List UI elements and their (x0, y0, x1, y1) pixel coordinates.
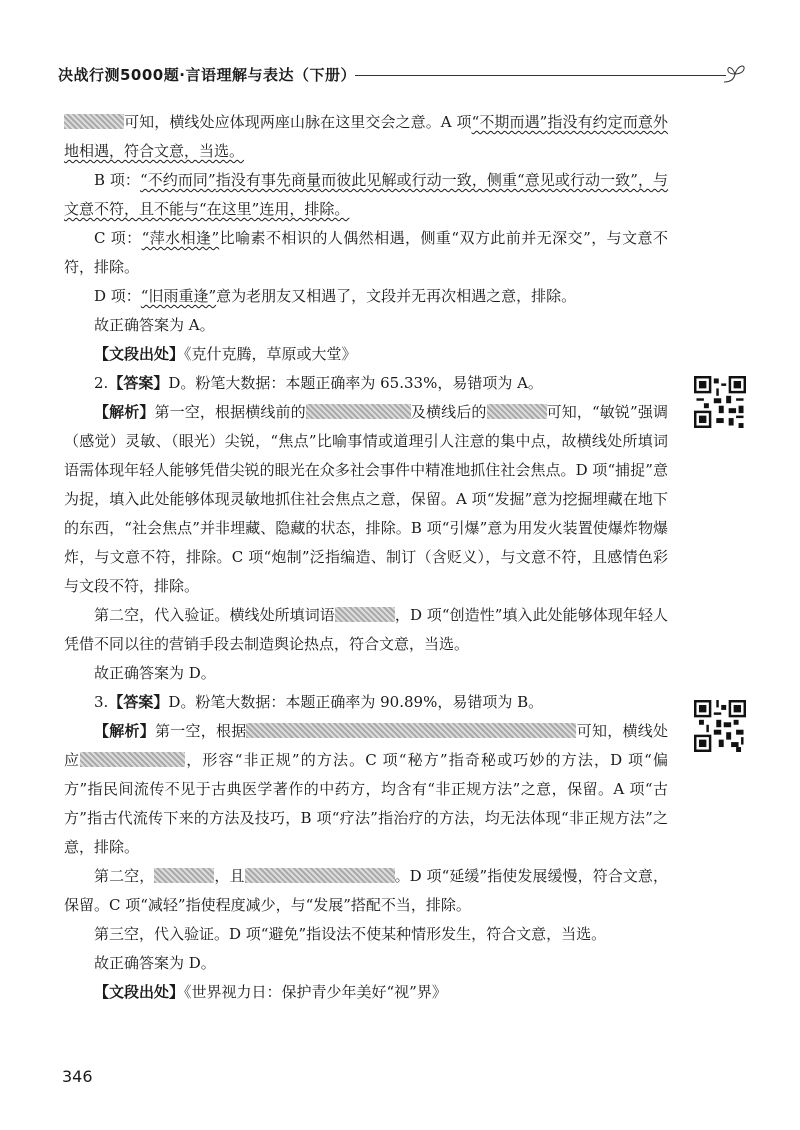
answer-line: 3.【答案】D。粉笔大数据：本题正确率为 90.89%，易错项为 B。 (94, 693, 544, 711)
source-line: 【文段出处】《克什克腾，草原或大堂》 (94, 345, 357, 363)
paragraph: C 项：“萍水相逢”比喻素不相识的人偶然相遇，侧重“双方此前并无深交”，与文意不符，排除。 (64, 229, 668, 276)
paragraph: 第三空，代入验证。D 项“避免”指设法不使某种情形发生，符合文意，当选。 (94, 925, 607, 943)
analysis-paragraph: 【解析】第一空，根据横线前的 及横线后的 可知，“敏锐”强调（感觉）灵敏、（眼光）尖锐，“焦点”比喻事情或道理引人注意的集中点，故横线处所填词语需体现年轻人能够凭借尖锐的眼光在众多社会事件中精准地抓住社会焦点。D 项“捕捉”意为捉，填入此处能够体现灵敏地抓住社会焦点之意，保留。A 项“发掘”意为挖掘埋藏在地下的东西，“社会焦点”并非埋藏、隐藏的状态，排除。B 项“引爆”意为用发火装置使爆炸物爆炸，与文意不符，排除。C 项“炮制”泛指编造、制订（含贬义），与文意不符，且感情色彩与文段不符，排除。 (64, 403, 668, 595)
redacted-text (487, 404, 547, 419)
answer-explanations (64, 108, 668, 1007)
redacted-text (335, 607, 395, 622)
sprout-icon (722, 60, 748, 86)
redacted-text (246, 723, 576, 738)
paragraph: B 项：“不约而同”指没有事先商量而彼此见解或行动一致，侧重“意见或行动一致”，与文意不符，且不能与“在这里”连用，排除。 (64, 171, 669, 218)
running-header (58, 60, 748, 88)
paragraph: D 项：“旧雨重逢”意为老朋友又相遇了，文段并无再次相遇之意，排除。 (94, 287, 577, 305)
paragraph: 第二空，代入验证。横线处所填词语 ，D 项“创造性”填入此处能够体现年轻人凭借不同以往的营销手段去制造舆论热点，符合文意，当选。 (64, 606, 668, 653)
analysis-paragraph: 【解析】第一空，根据 可知，横线处应 ，形容“非正规”的方法。C 项“秘方”指奇秘或巧妙的方法，D 项“偏方”指民间流传不见于古典医学著作的中药方，均含有“非正规方法”之意，保留。A 项“古方”指古代流传下来的方法及技巧，B 项“疗法”指治疗的方法，均无法体现“非正规方法”之意，排除。 (64, 722, 668, 856)
redacted-text (64, 114, 124, 129)
redacted-text (245, 868, 395, 883)
book-title: 决战行测5000题·言语理解与表达（下册） (58, 66, 356, 84)
redacted-text (80, 752, 185, 767)
answer-line: 2.【答案】D。粉笔大数据：本题正确率为 65.33%，易错项为 A。 (94, 374, 543, 392)
conclusion: 故正确答案为 D。 (94, 954, 216, 972)
redacted-text (154, 868, 214, 883)
paragraph: 第二空， ，且 。D 项“延缓”指使发展缓慢，符合文意，保留。C 项“减轻”指使程度减少，与“发展”搭配不当，排除。 (64, 867, 668, 914)
page-number: 346 (62, 1067, 93, 1086)
qr-code-icon[interactable] (694, 376, 746, 428)
qr-code-icon[interactable] (694, 700, 746, 752)
paragraph: 可知，横线处应体现两座山脉在这里交会之意。A 项“不期而遇”指没有约定而意外地相遇，符合文意，当选。 (64, 113, 668, 160)
conclusion: 故正确答案为 A。 (94, 316, 215, 334)
header-rule (355, 75, 726, 76)
conclusion: 故正确答案为 D。 (94, 664, 216, 682)
source-line: 【文段出处】《世界视力日：保护青少年美好“视”界》 (94, 983, 447, 1001)
redacted-text (306, 404, 411, 419)
